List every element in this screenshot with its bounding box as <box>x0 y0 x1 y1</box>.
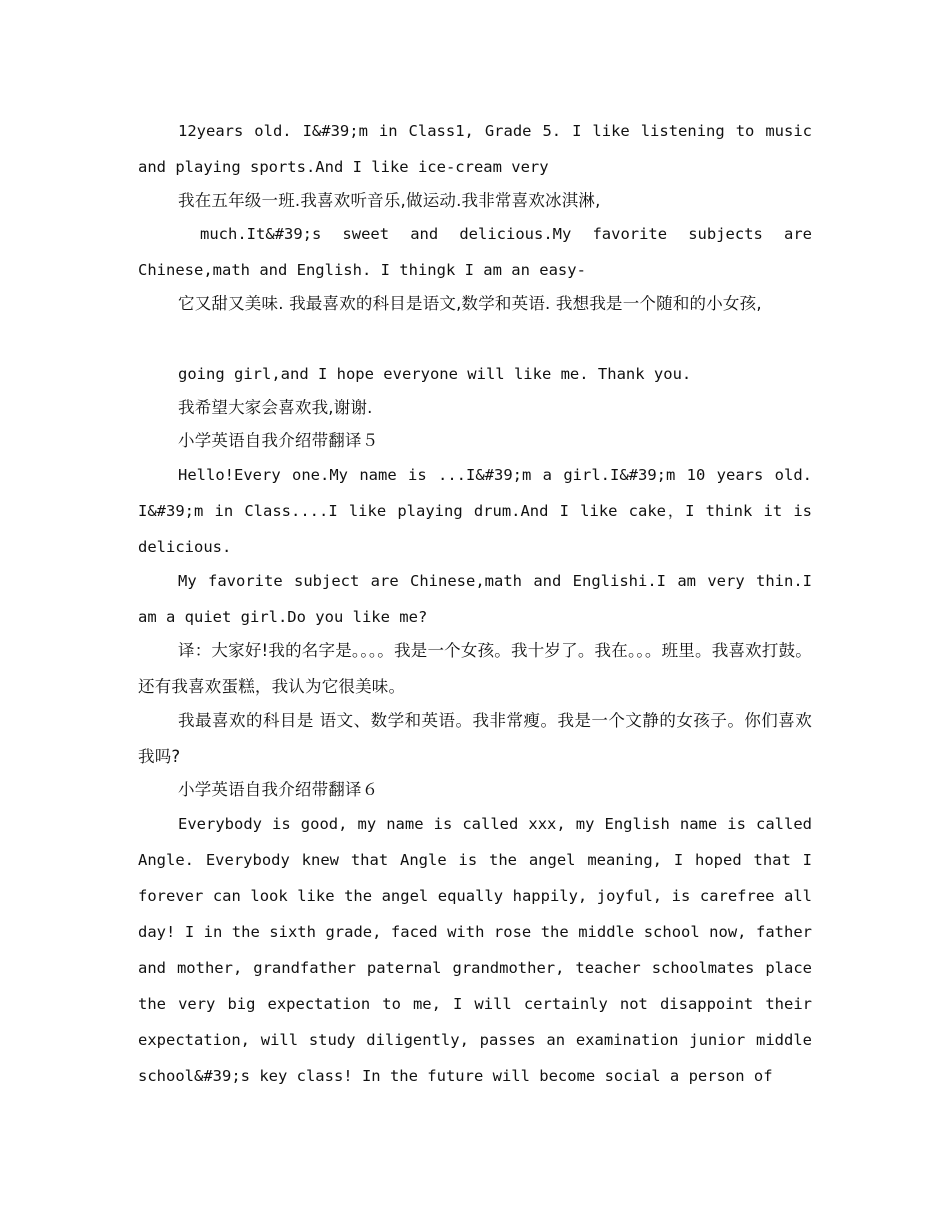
paragraph-english-intro-3: going girl,and I hope everyone will like me. Thank you. <box>178 365 692 383</box>
paragraph-english-intro-2: much.It&#39;s sweet and delicious.My favorite subjects are Chinese,math and English. I thingk I am an easy- <box>138 225 812 279</box>
paragraph-english-intro-1: 12years old. I&#39;m in Class1, Grade 5. I like listening to music and playing sports.And I like ice-cream very <box>138 122 812 176</box>
paragraph-chinese-translation-hello: 译：大家好!我的名字是。。。。我是一个女孩。我十岁了。我在。。。班里。我喜欢打鼓。还有我喜欢蛋糕，我认为它很美味。 <box>138 641 812 696</box>
section-heading-5: 小学英语自我介绍带翻译５ <box>178 431 379 450</box>
paragraph-english-angle: Everybody is good, my name is called xxx, my English name is called Angle. Everybody knew that Angle is the angel meaning, I hoped that I forever can look like the angel equally happily, joyful, is carefree all day! I in the sixth grade, faced with rose the middle school now, father and mother, grandfather paternal grandmother, teacher schoolmates place the very big expectation to me, I will certainly not disappoint their expectation, will study diligently, passes an examination junior middle school&#39;s key class! In the future will become social a person of <box>138 815 812 1085</box>
paragraph-english-favorite: My favorite subject are Chinese,math and Englishi.I am very thin.I am a quiet girl.Do you like me? <box>138 572 812 626</box>
paragraph-chinese-translation-3: 我希望大家会喜欢我,谢谢. <box>178 398 373 417</box>
paragraph-chinese-translation-favorite: 我最喜欢的科目是 语文、数学和英语。我非常瘦。我是一个文静的女孩子。你们喜欢我吗? <box>138 711 812 766</box>
paragraph-english-hello: Hello!Every one.My name is ...I&#39;m a girl.I&#39;m 10 years old. I&#39;m in Class....I like playing drum.And I like cake，I think it is delicious. <box>138 466 812 556</box>
paragraph-chinese-translation-2: 它又甜又美味. 我最喜欢的科目是语文,数学和英语. 我想我是一个随和的小女孩, <box>178 294 762 313</box>
section-heading-6: 小学英语自我介绍带翻译６ <box>178 780 379 799</box>
paragraph-chinese-translation-1: 我在五年级一班.我喜欢听音乐,做运动.我非常喜欢冰淇淋, <box>178 191 601 210</box>
